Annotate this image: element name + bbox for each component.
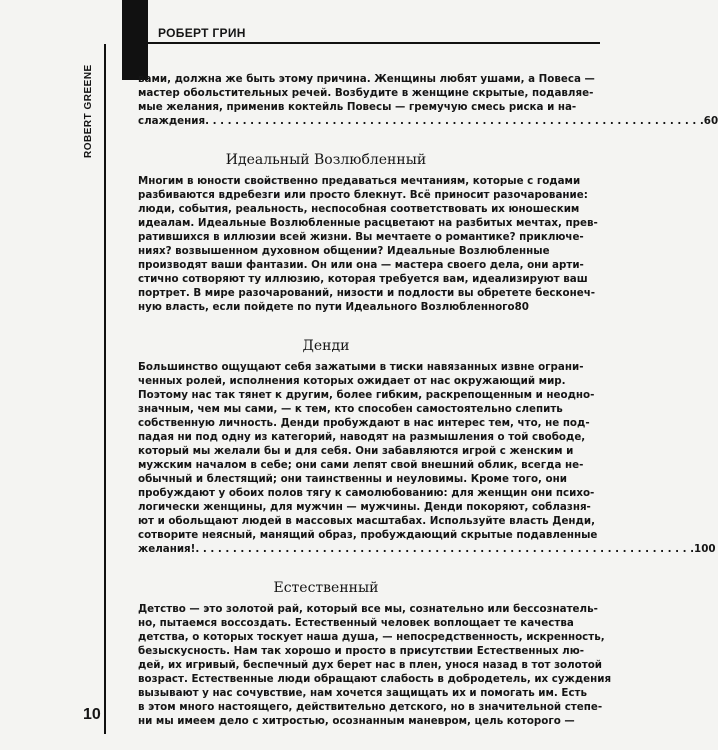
toc-page-number: 80 bbox=[514, 301, 529, 313]
text-line: Многим в юности свойственно предаваться мечтаниям, которые с годами bbox=[138, 175, 581, 187]
text-line: безыскусность. Нам так хорошо и просто в присутствии Естественных лю- bbox=[138, 645, 584, 657]
text-line: детства, о которых тоскует наша душа, — непосредственность, искренность, bbox=[138, 631, 605, 643]
text-line: мые желания, применив коктейль Повесы — гремучую смесь риска и на- bbox=[138, 101, 577, 113]
toc-line bbox=[138, 114, 718, 128]
text-line: Детство — это золотой рай, который все мы, сознательно или бессознатель- bbox=[138, 603, 598, 615]
text-line: сотворите неясный, манящий образ, пробуждающий скрытые подавленные bbox=[138, 529, 598, 541]
toc-page-number: 60 bbox=[703, 115, 718, 127]
text-line: люди, события, реальность, неспособная соответствовать их юношеским bbox=[138, 203, 580, 215]
side-author-label: ROBERT GREENE bbox=[83, 64, 94, 158]
text-line: ниях? возвышенном духовном общении? Идеальные Возлюбленные bbox=[138, 245, 550, 257]
page-number: 10 bbox=[83, 706, 101, 723]
page-content bbox=[138, 66, 718, 728]
toc-text: ную власть, если пойдете по пути Идеального Возлюбленного bbox=[138, 301, 515, 313]
toc-line bbox=[138, 542, 716, 556]
toc-page-number: 100 bbox=[694, 543, 716, 555]
text-line: собственную личность. Денди пробуждают в нас интерес тем, что, не под- bbox=[138, 417, 590, 429]
running-title: РОБЕРТ ГРИН bbox=[158, 26, 246, 40]
section-heading: Денди bbox=[302, 338, 350, 354]
text-line: производят ваши фантазии. Он или она — мастера своего дела, они арти- bbox=[138, 259, 584, 271]
text-line: дей, их игривый, беспечный дух берет нас в плен, унося назад в тот золотой bbox=[138, 659, 602, 671]
text-line: мужским началом в себе; они сами лепят свой внешний облик, всегда не- bbox=[138, 459, 584, 471]
section-heading: Естественный bbox=[273, 580, 379, 596]
section-body bbox=[138, 602, 612, 728]
text-line: возраст. Естественные люди обращают слабость в добродетель, их суждения bbox=[138, 673, 612, 685]
header-rule bbox=[148, 42, 600, 44]
side-rule bbox=[104, 44, 106, 734]
text-line: идеалам. Идеальные Возлюбленные расцветают на разбитых мечтах, прев- bbox=[138, 217, 598, 229]
text-line: портрет. В мире разочарований, низости и подлости вы обретете бесконеч- bbox=[138, 287, 596, 299]
section-continuation bbox=[138, 72, 718, 128]
text-line: мастер обольстительных речей. Возбудите в женщине скрытые, подавляе- bbox=[138, 87, 594, 99]
section-body bbox=[138, 360, 716, 556]
toc-line bbox=[138, 300, 529, 314]
section-body bbox=[138, 174, 598, 314]
text-line: ратившихся в иллюзии всей жизни. Вы мечтаете о романтике? приключе- bbox=[138, 231, 584, 243]
text-line: но, пытаемся воссоздать. Естественный человек воплощает те качества bbox=[138, 617, 574, 629]
text-line: значным, чем мы сами, — к тем, кто способен самостоятельно слепить bbox=[138, 403, 563, 415]
text-line: обычный и блестящий; они таинственны и неуловимы. Кроме того, они bbox=[138, 473, 567, 485]
text-line: стично сотворяют ту иллюзию, которая требуется вам, идеализируют ваш bbox=[138, 273, 588, 285]
toc-text: слаждения bbox=[138, 115, 206, 127]
text-line: ют и обольщают людей в массовых масштабах. Используйте власть Денди, bbox=[138, 515, 595, 527]
text-line: вами, должна же быть этому причина. Женщины любят ушами, а Повеса — bbox=[138, 73, 595, 85]
text-line: Поэтому нас так тянет к другим, более гибким, раскрепощенным и неодно- bbox=[138, 389, 595, 401]
leader-dots bbox=[205, 114, 704, 128]
text-line: падая ни под одну из категорий, наводят на размышления о той свободе, bbox=[138, 431, 586, 443]
text-line: пробуждают у обоих полов тягу к самолюбованию: для женщин они психо- bbox=[138, 487, 595, 499]
toc-text: желания! bbox=[138, 543, 196, 555]
text-line: который мы желали бы и для себя. Они забавляются игрой с женским и bbox=[138, 445, 574, 457]
text-line: логически женщины, для мужчин — мужчины. Денди покоряют, соблазня- bbox=[138, 501, 591, 513]
section-heading: Идеальный Возлюбленный bbox=[225, 152, 427, 168]
text-line: вызывают у нас сочувствие, нам хочется защищать их и помогать им. Есть bbox=[138, 687, 588, 699]
text-line: в этом много настоящего, действительно детского, но в значительной степе- bbox=[138, 701, 603, 713]
text-line: разбиваются вдребезги или просто блекнут. Всё приносит разочарование: bbox=[138, 189, 588, 201]
text-line: ни мы имеем дело с хитростью, осознанным маневром, цель которого — bbox=[138, 715, 575, 727]
leader-dots bbox=[195, 542, 694, 556]
text-line: Большинство ощущают себя зажатыми в тиски навязанных извне ограни- bbox=[138, 361, 584, 373]
text-line: ченных ролей, исполнения которых ожидает от нас окружающий мир. bbox=[138, 375, 566, 387]
